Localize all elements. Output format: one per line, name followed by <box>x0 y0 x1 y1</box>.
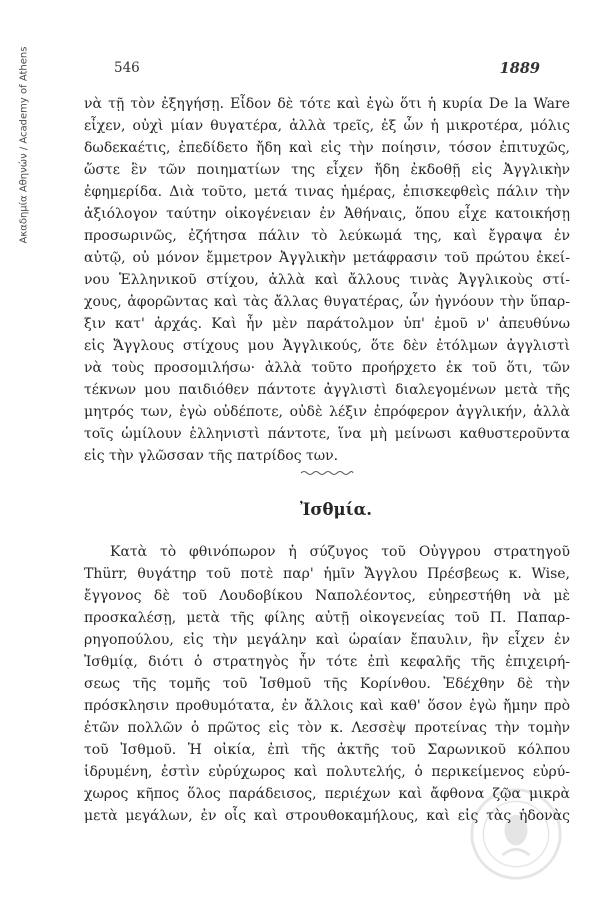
page-number: 546 <box>114 60 140 76</box>
text-line: τέκνων μου παιδιόθεν πάντοτε ἀγγλιστὶ διαλεγομένων μετὰ τῆς <box>84 382 570 398</box>
text-line: ἐτῶν πολλῶν ὁ πρῶτος εἰς τὸν κ. Λεσσὲψ προτείνας τὴν τομὴν <box>84 720 570 736</box>
text-line: μητρός των, ἐγὼ οὐδέποτε, οὐδὲ λέξιν ἐπρόφερον ἀγγλικήν, ἀλλὰ <box>84 404 570 420</box>
text-line: ξιν κατ' ἀρχάς. Καὶ ἦν μὲν παράτολμον ὑπ' ἐμοῦ ν' ἀπευθύνω <box>84 316 570 332</box>
text-line: πρόσκλησιν προθυμότατα, ἐν ἄλλοις καὶ καθ' ὅσον ἐγὼ ἤμην πρὸ <box>84 698 570 714</box>
section-heading: Ἰσθμία. <box>300 500 373 519</box>
text-line: ἀξιόλογον ταύτην οἰκογένειαν ἐν Ἀθήναις, ὅπου εἶχε κατοικήσῃ <box>84 206 570 222</box>
text-line: αὐτῷ, οὐ μόνον ἔμμετρον Ἀγγλικὴν μετάφρασιν τοῦ πρώτου ἐκεί- <box>84 250 570 266</box>
text-line: τοῦ Ἰσθμοῦ. Ἡ οἰκία, ἐπὶ τῆς ἀκτῆς τοῦ Σαρωνικοῦ κόλπου <box>84 742 570 758</box>
academy-seal-icon <box>468 786 564 882</box>
text-line: ἐφημερίδα. Διὰ τοῦτο, μετά τινας ἡμέρας, ἐπισκεφθεὶς πάλιν τὴν <box>84 184 570 200</box>
section-divider-ornament <box>300 469 354 477</box>
text-line: εἰς τὴν γλῶσσαν τῆς πατρίδος των. <box>84 448 339 464</box>
text-line: νὰ τοὺς προσομιλήσω· ἀλλὰ τοῦτο προήρχετο ἐκ τοῦ ὅτι, τῶν <box>84 360 570 376</box>
text-line: χους, ἀφορῶντας καὶ τὰς ἄλλας θυγατέρας, ὧν ἠγνόουν τὴν ὕπαρ- <box>84 294 570 310</box>
text-line: ἔγγονος δὲ τοῦ Λουδοβίκου Ναπολέοντος, εὐηρεστήθη νὰ μὲ <box>84 588 570 604</box>
text-line: δωδεκαέτις, ἐπεδίδετο ἤδη καὶ εἰς τὴν ποίησιν, τόσον ἐπιτυχῶς, <box>84 140 570 156</box>
text-line: νου Ἑλληνικοῦ στίχου, ἀλλὰ καὶ ἄλλους τινὰς Ἀγγλικοὺς στί- <box>84 272 570 288</box>
text-line: χωρος κῆπος ὅλος παράδεισος, περιέχων καὶ ἄφθονα ζῷα μικρὰ <box>84 786 570 802</box>
text-line: ὥστε ἓν τῶν ποιηματίων της εἶχεν ἤδη ἐκδοθῇ εἰς Ἀγγλικὴν <box>84 162 570 178</box>
text-line: σεως τῆς τομῆς τοῦ Ἰσθμοῦ τῆς Κορίνθου. Ἐδέχθην δὲ τὴν <box>84 676 570 692</box>
text-line: εἶχεν, οὐχὶ μίαν θυγατέρα, ἀλλὰ τρεῖς, ἐξ ὧν ἡ μικροτέρα, μόλις <box>84 118 570 134</box>
archive-watermark: Ακαδημία Αθηνών / Academy of Athens <box>18 46 30 244</box>
text-line: προσκαλέσῃ, μετὰ τῆς φίλης αὐτῇ οἰκογενείας τοῦ Π. Παπαρ- <box>84 610 570 626</box>
text-line: ρηγοπούλου, εἰς τὴν μεγάλην καὶ ὡραίαν ἔπαυλιν, ἣν εἶχεν ἐν <box>84 632 570 648</box>
text-line: τοῖς ὡμίλουν ἑλληνιστὶ πάντοτε, ἵνα μὴ μείνωσι καθυστεροῦντα <box>84 426 570 442</box>
text-line: νὰ τῇ τὸν ἐξηγήσῃ. Εἶδον δὲ τότε καὶ ἐγὼ ὅτι ἡ κυρία De la Ware <box>84 96 570 112</box>
text-line: ἱδρυμένη, ἐστὶν εὐρύχωρος καὶ πολυτελής, ὁ περικείμενος εὐρύ- <box>84 764 570 780</box>
text-line: Κατὰ τὸ φθινόπωρον ἡ σύζυγος τοῦ Οὐγγρου στρατηγοῦ <box>110 544 570 560</box>
text-line: μετὰ μεγάλων, ἐν οἷς καὶ στρουθοκαμήλους, καὶ εἰς τὰς ἡδονὰς <box>84 808 570 824</box>
year-heading: 1889 <box>499 60 540 77</box>
text-line: προσωρινῶς, ἐζήτησα πάλιν τὸ λεύκωμά της, καὶ ἔγραψα ἐν <box>84 228 570 244</box>
page-header <box>114 60 540 80</box>
text-line: εἰς Ἄγγλους στίχους μου Ἀγγλικούς, ὅτε δὲν ἐτόλμων ἀγγλιστὶ <box>84 338 570 354</box>
text-line: Ἰσθμίᾳ, διότι ὁ στρατηγὸς ἦν τότε ἐπὶ κεφαλῆς τῆς ἐπιχειρή- <box>84 654 570 670</box>
text-line: Thürr, θυγάτηρ τοῦ ποτὲ παρ' ἡμῖν Ἄγγλου Πρέσβεως κ. Wise, <box>84 566 570 582</box>
